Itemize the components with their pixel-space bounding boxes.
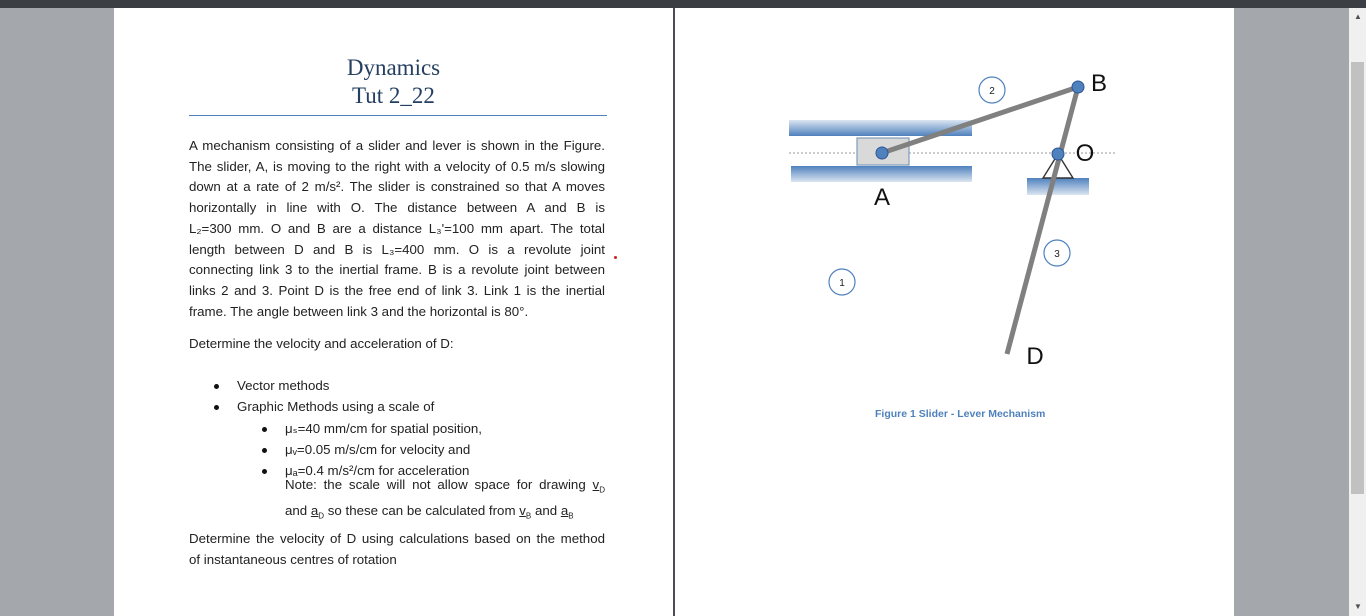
- link-2-label: 2: [989, 86, 995, 97]
- label-b: B: [1090, 70, 1108, 97]
- scale-acceleration: μₐ=0.4 m/s²/cm for acceleration: [285, 463, 470, 478]
- joint-b: [1072, 81, 1084, 93]
- intro-paragraph: [189, 136, 605, 322]
- label-o: O: [1075, 140, 1095, 167]
- bullet-dot: [214, 405, 219, 410]
- window-top-bar: [0, 0, 1366, 8]
- task2-line: Determine the velocity of D using calculations based on the method: [189, 531, 605, 546]
- note-line-2: and $a_D$ so these can be calculated from $v_B$ and $a_B$: [285, 503, 574, 522]
- task2-line: of instantaneous centres of rotation: [189, 551, 397, 567]
- ab-symbol: $a_B$: [560, 503, 574, 522]
- intro-line: connecting link 3 to the inertial frame. B is a revolute joint between: [189, 262, 605, 278]
- intro-line: A mechanism consisting of a slider and lever is shown in the Figure.: [189, 138, 605, 153]
- intro-line: The slider, A, is moving to the right with a velocity of 0.5 m/s slowing: [189, 158, 605, 174]
- intro-line: down at a rate of 2 m/s². The slider is constrained so that A moves: [189, 179, 605, 195]
- intro-line: links 2 and 3. Point D is the free end of link 3. Link 1 is the inertial: [189, 282, 605, 298]
- red-marker-dot: [614, 256, 617, 259]
- link-3: [1007, 87, 1078, 354]
- scale-velocity: μᵥ=0.05 m/s/cm for velocity and: [285, 442, 471, 457]
- ground-base: [1027, 178, 1089, 195]
- scrollbar-thumb[interactable]: [1351, 62, 1364, 494]
- doc-subtitle: Tut 2_22: [352, 83, 435, 108]
- task-instantaneous-centres: [189, 529, 605, 570]
- scale-note: [285, 475, 605, 528]
- intro-line: length between D and B is L₃=400 mm. O is a revolute joint: [189, 241, 605, 257]
- intro-line: horizontally in line with O. The distance between A and B is: [189, 200, 605, 216]
- label-d: D: [1026, 343, 1044, 370]
- vb-symbol: $v_B$: [519, 503, 532, 522]
- slider-lever-figure: [675, 8, 1234, 616]
- document-page-right: [675, 8, 1234, 616]
- joint-a: [876, 147, 888, 159]
- bullet-dot: [262, 469, 267, 474]
- title-underline: [189, 115, 607, 116]
- intro-line: frame. The angle between link 3 and the horizontal is 80°.: [189, 303, 529, 319]
- lower-rail: [791, 166, 972, 182]
- scroll-down-icon[interactable]: ▼: [1354, 602, 1362, 611]
- link-3-label: 3: [1054, 249, 1060, 260]
- figure-caption: Figure 1 Slider - Lever Mechanism: [875, 408, 1046, 420]
- method-vector: Vector methods: [237, 378, 330, 393]
- scale-spatial: μₛ=40 mm/cm for spatial position,: [285, 421, 483, 436]
- bullet-dot: [262, 427, 267, 432]
- vd-symbol: $v_D$: [592, 477, 605, 495]
- bullet-dot: [262, 448, 267, 453]
- label-a: A: [873, 184, 891, 211]
- note-line-1: Note: the scale will not allow space for drawing $v_D$: [285, 477, 605, 495]
- task-velocity-acceleration: Determine the velocity and acceleration of D:: [189, 336, 454, 351]
- ad-symbol: $a_D$: [310, 503, 325, 522]
- joint-o: [1052, 148, 1064, 160]
- method-graphic: Graphic Methods using a scale of: [237, 399, 435, 414]
- scroll-up-icon[interactable]: ▲: [1354, 12, 1362, 21]
- document-page-left: [114, 8, 673, 616]
- bullet-dot: [214, 384, 219, 389]
- doc-title: Dynamics: [346, 55, 441, 80]
- link-1-label: 1: [839, 278, 845, 289]
- intro-line: L₂=300 mm. O and B are a distance L₃'=100 mm apart. The total: [189, 220, 605, 236]
